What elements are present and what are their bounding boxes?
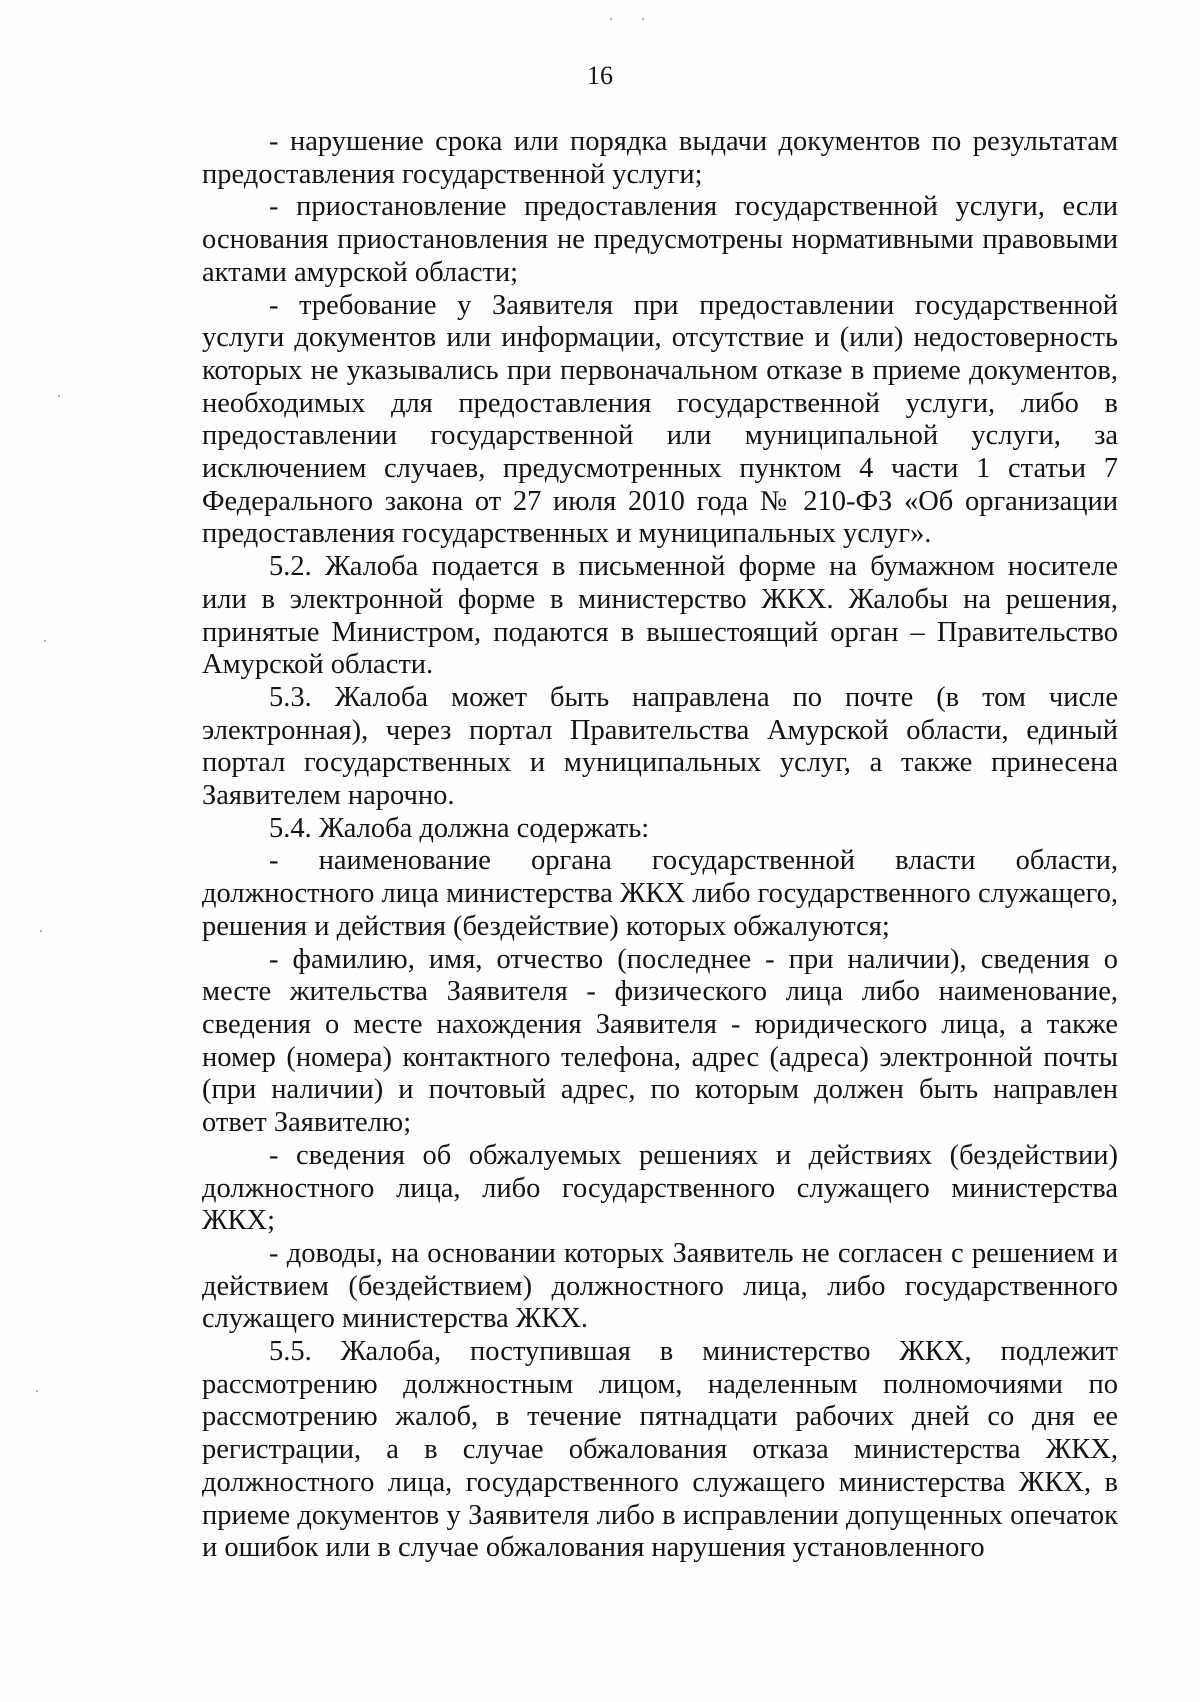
paragraph: - наименование органа государственной власти области, должностного лица министерства ЖКХ либо государственного служащего, решения и действия (бездействие) которых обжалуются; <box>202 845 1118 942</box>
scan-artifact <box>36 1390 38 1392</box>
scan-artifact <box>44 640 46 642</box>
scan-artifact <box>642 18 644 20</box>
paragraph: - доводы, на основании которых Заявитель не согласен с решением и действием (бездействием) должностного лица, либо государственного служащего министерства ЖКХ. <box>202 1237 1118 1335</box>
paragraph: - нарушение срока или порядка выдачи документов по результатам предоставления государственной услуги; <box>202 126 1118 190</box>
paragraph-5-3: 5.3. Жалоба может быть направлена по почте (в том числе электронная), через портал Правительства Амурской области, единый портал государственных и муниципальных услуг, а также принесена Заявителем нарочно. <box>202 681 1118 812</box>
paragraph: - требование у Заявителя при предоставлении государственной услуги документов или информации, отсутствие и (или) недостоверность которых не указывались при первоначальном отказе в приеме документов, необходимых для предоставления государственной услуги, либо в предоставлении государственной или муниципальной услуги, за исключением случаев, предусмотренных пунктом 4 части 1 статьи 7 Федерального закона от 27 июля 2010 года № 210-ФЗ «Об организации предоставления государственных и муниципальных услуг». <box>202 289 1118 550</box>
paragraph-5-2: 5.2. Жалоба подается в письменной форме на бумажном носителе или в электронной форме в министерство ЖКХ. Жалобы на решения, принятые Министром, подаются в вышестоящий орган – Правительство Амурской области. <box>202 551 1118 681</box>
paragraph: - приостановление предоставления государственной услуги, если основания приостановления не предусмотрены нормативными правовыми актами амурской области; <box>202 191 1118 288</box>
page-number: 16 <box>587 61 613 90</box>
paragraph: - сведения об обжалуемых решениях и действиях (бездействии) должностного лица, либо государственного служащего министерства ЖКХ; <box>202 1139 1118 1237</box>
paragraph-5-4: 5.4. Жалоба должна содержать: <box>269 812 650 844</box>
scan-artifact <box>58 395 60 397</box>
scan-artifact <box>40 930 42 932</box>
document-body <box>202 126 1118 1565</box>
paragraph: - фамилию, имя, отчество (последнее - при наличии), сведения о месте жительства Заявителя - физического лица либо наименование, сведения о месте нахождения Заявителя - юридического лица, а также номер (номера) контактного телефона, адрес (адреса) электронной почты (при наличии) и почтовый адрес, по которым должен быть направлен ответ Заявителю; <box>202 943 1118 1139</box>
scan-artifact <box>610 18 612 20</box>
paragraph-5-5: 5.5. Жалоба, поступившая в министерство ЖКХ, подлежит рассмотрению должностным лицом, наделенным полномочиями по рассмотрению жалоб, в течение пятнадцати рабочих дней со дня ее регистрации, а в случае обжалования отказа министерства ЖКХ, должностного лица, государственного служащего министерства ЖКХ, в приеме документов у Заявителя либо в исправлении допущенных опечаток и ошибок или в случае обжалования нарушения установленного <box>202 1336 1118 1564</box>
